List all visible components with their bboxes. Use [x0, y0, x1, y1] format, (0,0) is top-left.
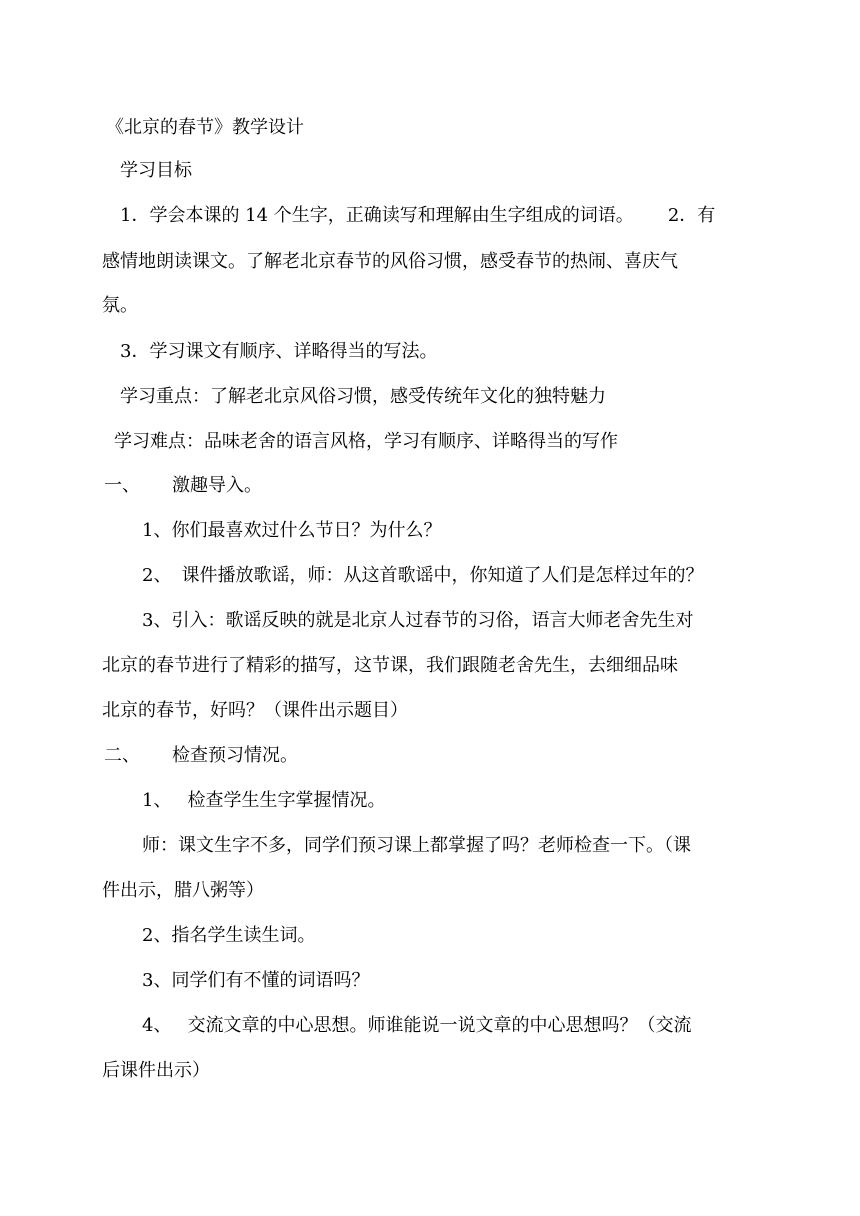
objective-2-line-3: 氛。 — [102, 295, 138, 316]
section-2-item-1 — [142, 788, 385, 814]
section-1-heading — [104, 473, 262, 499]
section-2-item-4-line-1 — [142, 1013, 691, 1039]
section-1-item-3-line-3: 北京的春节，好吗？（课件出示题目） — [102, 700, 408, 721]
section-2-item-4-text: 交流文章的中心思想。师谁能说一说文章的中心思想吗？（交流 — [187, 1015, 692, 1036]
section-2-title: 检查预习情况。 — [172, 745, 298, 766]
section-1-item-2 — [142, 563, 703, 589]
section-1-item-2-text: 课件播放歌谣，师：从这首歌谣中，你知道了人们是怎样过年的？ — [181, 565, 704, 586]
section-2-number: 二、 — [104, 745, 140, 766]
key-point: 学习重点：了解老北京风俗习惯，感受传统年文化的独特魅力 — [120, 386, 606, 407]
section-2-item-4-number: 4、 — [142, 1015, 172, 1036]
section-2-item-4-line-2: 后课件出示） — [102, 1060, 210, 1081]
section-1-item-3-line-2: 北京的春节进行了精彩的描写，这节课，我们跟随老舍先生，去细细品味 — [102, 655, 678, 676]
section-1-number: 一、 — [104, 475, 140, 496]
objective-1-line — [120, 203, 760, 229]
document-title: 《北京的春节》教学设计 — [106, 117, 304, 138]
section-1-item-3-line-1: 3、引入：歌谣反映的就是北京人过春节的习俗，语言大师老舍先生对 — [142, 610, 694, 631]
section-2-teacher-line-1: 师：课文生字不多，同学们预习课上都掌握了吗？老师检查一下。（课 — [142, 835, 691, 856]
difficulty-point: 学习难点：品味老舍的语言风格，学习有顺序、详略得当的写作 — [114, 431, 618, 452]
section-2-item-2: 2、指名学生读生词。 — [142, 925, 316, 946]
section-1-title: 激趣导入。 — [172, 475, 262, 496]
objective-2-line-2: 感情地朗读课文。了解老北京春节的风俗习惯，感受春节的热闹、喜庆气 — [102, 251, 678, 272]
section-2-teacher-line-2: 件出示，腊八粥等） — [102, 880, 264, 901]
objective-3: 3．学习课文有顺序、详略得当的写法。 — [120, 341, 438, 362]
section-2-heading — [104, 743, 298, 769]
section-1-item-1: 1、你们最喜欢过什么节日？为什么？ — [142, 520, 442, 541]
section-2-item-3: 3、同学们有不懂的词语吗？ — [142, 970, 370, 991]
section-2-item-1-number: 1、 — [142, 790, 172, 811]
objectives-heading: 学习目标 — [120, 160, 192, 181]
objective-1: 1．学会本课的 14 个生字，正确读写和理解由生字组成的词语。 — [120, 205, 634, 226]
section-2-item-1-text: 检查学生生字掌握情况。 — [187, 790, 386, 811]
objective-2-start: 2．有 — [667, 205, 716, 226]
section-1-item-2-number: 2、 — [142, 565, 172, 586]
